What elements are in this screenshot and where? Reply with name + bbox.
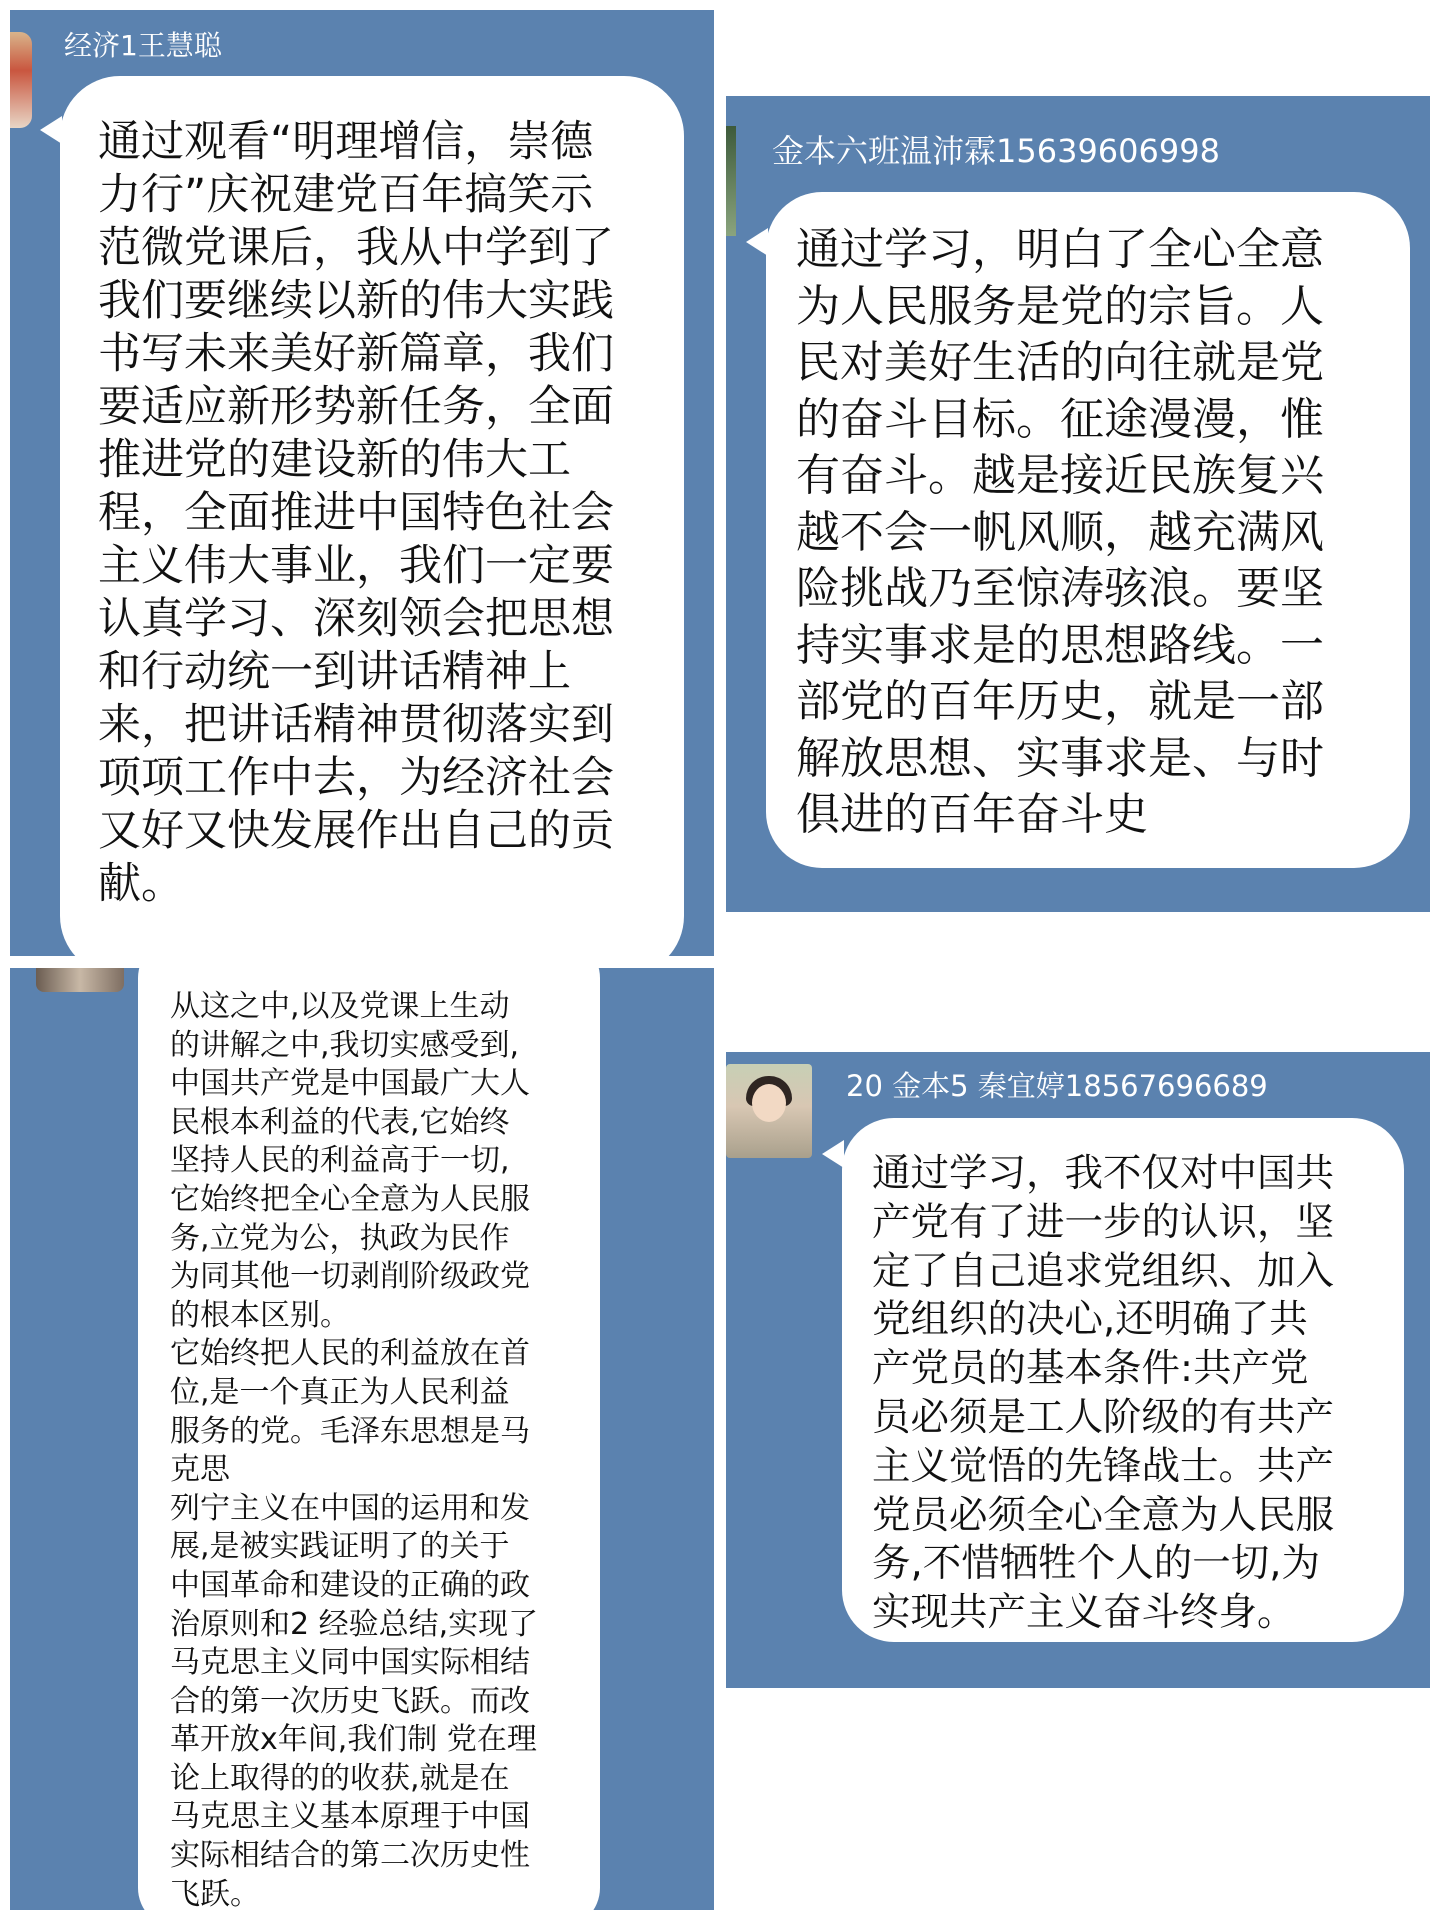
message-text: 通过观看“明理增信，崇德 力行”庆祝建党百年搞笑示 范微党课后，我从中学到了 我们要继续以新的伟大实践 书写未来美好新篇章，我们 要适应新形势新任务，全面 推进党的建设新的伟大工 程，全面推进中国特色社会 主义伟大事业，我们一定要 认真学习、深刻领会把思想 和行动统一到讲话精神上 来，把讲话精神贯彻落实到 项项工作中去，为经济社会 又好又快发展作出自己的贡 献。 bbox=[98, 117, 614, 909]
message-bubble[interactable] bbox=[60, 76, 684, 956]
bubble-tail bbox=[822, 1140, 844, 1168]
message-text: 从这之中,以及党课上生动 的讲解之中,我切实感受到, 中国共产党是中国最广大人 民根本利益的代表,它始终 坚持人民的利益高于一切, 它始终把全心全意为人民服 务,立党为公，执政为民作 为同其他一切剥削阶级政党 的根本区别。 它始终把人民的利益放在首 位,是一个真正为人民利益 服务的党。毛泽东思想是马 克思 列宁主义在中国的运用和发 展,是被实践证明了的关于 中国革命和建设的正确的政 治原则和2 经验总结,实现了 马克思主义同中国实际相结 合的第一次历史飞跃。而改 革开放x年间,我们制 党在理 论上取得的的收获,就是在 马克思主义基本原理于中国 实际相结合的第二次历史性 飞跃。 bbox=[170, 989, 539, 1910]
message-text: 通过学习，我不仅对中国共 产党有了进一步的认识，坚 定了自己追求党组织、加入 党组织的决心,还明确了共 产党员的基本条件:共产党 员必须是工人阶级的有共产 主义觉悟的先锋战士。共产 党员必须全心全意为人民服 务,不惜牺牲个人的一切,为 实现共产主义奋斗终身。 bbox=[872, 1151, 1335, 1636]
chat-panel-4 bbox=[726, 1052, 1430, 1688]
sender-name: 经济1王慧聪 bbox=[64, 29, 222, 62]
message-bubble[interactable] bbox=[766, 192, 1410, 868]
message-text: 通过学习，明白了全心全意 为人民服务是党的宗旨。人 民对美好生活的向往就是党 的奋斗目标。征途漫漫，惟 有奋斗。越是接近民族复兴 越不会一帆风顺，越充满风 险挑战乃至惊涛骇浪。要坚 持实事求是的思想路线。一 部党的百年历史，就是一部 解放思想、实事求是、与时 俱进的百年奋斗史 bbox=[796, 224, 1324, 840]
avatar[interactable] bbox=[36, 968, 124, 992]
message-bubble[interactable] bbox=[138, 968, 600, 1910]
chat-panel-2 bbox=[726, 96, 1430, 912]
avatar-face bbox=[752, 1084, 786, 1122]
bubble-tail bbox=[40, 116, 62, 144]
avatar[interactable] bbox=[726, 1064, 812, 1158]
sender-name: 金本六班温沛霖15639606998 bbox=[772, 132, 1220, 170]
chat-panel-3 bbox=[10, 968, 714, 1910]
message-bubble[interactable] bbox=[842, 1118, 1404, 1642]
chat-panel-1 bbox=[10, 10, 714, 956]
avatar[interactable] bbox=[726, 126, 736, 236]
sender-name: 20 金本5 秦宜婷18567696689 bbox=[846, 1069, 1268, 1103]
bubble-tail bbox=[746, 228, 768, 256]
avatar[interactable] bbox=[10, 32, 32, 128]
